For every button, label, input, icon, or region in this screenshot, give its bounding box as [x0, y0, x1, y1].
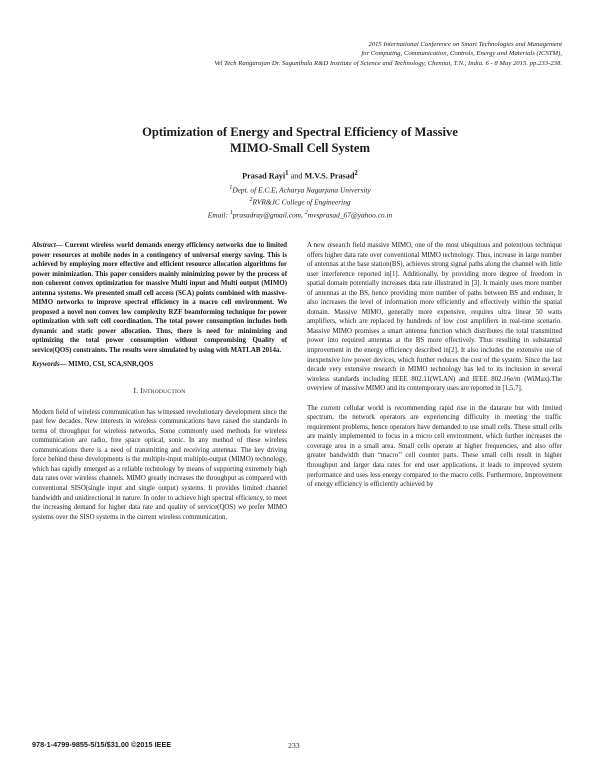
author-2-sup: 2	[354, 170, 358, 177]
dept-text: Dept. of E.C.E, Acharya Nagarjuna University	[232, 185, 371, 195]
header-line-2: for Computing, Communication, Controls, Energy and Materials (ICSTM),	[361, 50, 562, 58]
author-1: Prasad Rayi	[242, 171, 286, 181]
abstract	[32, 241, 287, 356]
left-column	[32, 241, 287, 522]
affiliations	[60, 183, 540, 220]
keywords	[32, 360, 287, 370]
header-line-1: 2015 International Conference on Smart Technologies and Management	[368, 41, 562, 48]
college-text: RVR&JC College of Engineering	[252, 197, 351, 207]
author-1-sup: 1	[285, 170, 289, 177]
section-first-letter: I	[140, 386, 143, 396]
header-line-3: Vel Tech Rangarajan Dr. Sagunthala R&D Institute of Science and Technology, Chennai, T.N., India. 6 - 8 May 2015. pp.233-238.	[214, 59, 562, 67]
conference-header	[22, 40, 562, 68]
right-column	[307, 241, 562, 490]
section-numeral: I.	[133, 386, 141, 396]
footer-page-number: 233	[288, 741, 300, 750]
email-label: Email:	[207, 210, 230, 220]
title-line-1: Optimization of Energy and Spectral Efficiency of Massive	[142, 125, 458, 139]
paper-title	[60, 124, 540, 156]
right-paragraph-2: The current cellular world is recommending rapid rise in the datarate but with limited spectrum, the network operators are experiencing difficulty in meeting the traffic requirement problems, hence operators have demanded to use small cells. These small cells are mainly implemented to focus in a micro cell environment, which further increases the coverage area in a small area. Small cells operate at higher frequencies, and also offer greater bandwidth than “macro’’ cell counter parts. These small cells result in higher throughput and larger data rates for end user applications, it leads to improved system performance and uses less energy compared to the macro cells. Furthermore, Improvement of energy efficiency is efficiently achieved by	[307, 404, 562, 489]
email1-sup: 1	[229, 209, 233, 216]
abstract-text: Current wireless world demands energy efficiency networks due to limited power resources at mobile nodes in a contingency of universal energy saving. This is achieved by employing more effective and efficient resource allocation algorithms for power minimization. This paper considers mainly minimizing power by the process of non coherent convex optimization for massive Multi input and Multi output (MIMO) antenna systems. We presented small cell access (SCA) points combined with massive- MIMO networks to improve spectral efficiency in a macro cell environment. We proposed a novel non convex low complexity RZF beamforming technique for power optimization with soft cell coordination. The total power consumption includes both dynamic and static power allocation. Thus, there is need for minimizing and optimizing the total power consumption without compromising Quality of service(QOS) constraints. The results were simulated by using with MATLAB 2014a.	[32, 242, 287, 355]
section-heading-introduction	[32, 386, 287, 398]
section-rest: NTRODUCTION	[142, 389, 186, 396]
dept-sup: 1	[229, 185, 233, 191]
footer-isbn: 978-1-4799-9855-5/15/$31.00 ©2015 IEEE	[32, 740, 172, 749]
title-line-2: MIMO-Small Cell System	[230, 141, 370, 155]
author-list	[60, 168, 540, 182]
email2-sup: 2	[304, 209, 308, 216]
email-2: mvsprasad_67@yahoo.co.in	[307, 210, 393, 220]
intro-paragraph: Modern field of wireless communication has witnessed revolutionary development since the past few decades. New interests in wireless communications have raised the standards in terms of throughput for wireless networks. Some commonly used methods for wireless communication are radio, free space optical, sonic. In any method of these wireless communications there is a need of transmitting and receiving antennas. The key driving force behind these developments is the multiple-input multiple-output (MIMO) technology, which has rapidly emerged as a reliable technology by means of supporting extremely high data rates over wireless channels. MIMO greatly increases the throughput as compared with conventional SISO(single input and single output) systems. It provides limited channel bandwidth and unidirectional in nature. In order to achieve high spectral efficiency, to meet the increasing demand for higher data rate and quality of service(QOS) we prefer MIMO systems over the SISO systems in the current wireless communication.	[32, 408, 287, 521]
affiliation-college	[60, 195, 540, 207]
author-and: and	[288, 171, 305, 181]
author-2: M.V.S. Prasad	[304, 171, 355, 181]
abstract-lead: Abstract—	[32, 242, 63, 249]
college-sup: 2	[249, 197, 253, 204]
affiliation-email	[60, 208, 540, 220]
keywords-lead: Keywords—	[32, 360, 67, 368]
keywords-text: MIMO, CSI, SCA,SNR,QOS	[66, 360, 154, 368]
right-paragraph-1: A new research field massive MIMO, one of the most ubiquitous and potentious technique offers higher data rate over conventional MIMO technology. Thus, increase in large number of antennas at the base station(BS), achieves strong signal paths along the channel with little user interference reported in[1]. Additionally, by providing more degree of freedom in spatial domain potentially increases data rate illustrated in [3]. It mainly uses more number of antennas at the BS, hence providing more number of paths between BS and enduser, It also increases the level of information more efficiently and effectively within the spatial domain. Massive MIMO, generally more expensive, requires ultra linear 50 watts amplifiers, which are replaced by hundreds of low cost amplifiers in real-time scenario. Massive MIMO promises a smart antenna function which distributes the total transmitted power into required antennas at the BS more effectively. Thus resulting in substantial improvement in the energy efficiency described in[2]. It also includes the extensive use of inexpensive low power devices, which further reduces the cost of the system. Since the last decade very extensive research in MIMO technology has led to its inclusion in several wireless standards including IEEE 802.11(WLAN) and IEEE 802.16e/m (WiMax).The overview of massive MIMO and its contemporary uses are reported in [1,5,7].	[307, 242, 562, 393]
affiliation-dept	[60, 183, 540, 195]
email-1: prasadray@gmail.com,	[232, 210, 305, 220]
